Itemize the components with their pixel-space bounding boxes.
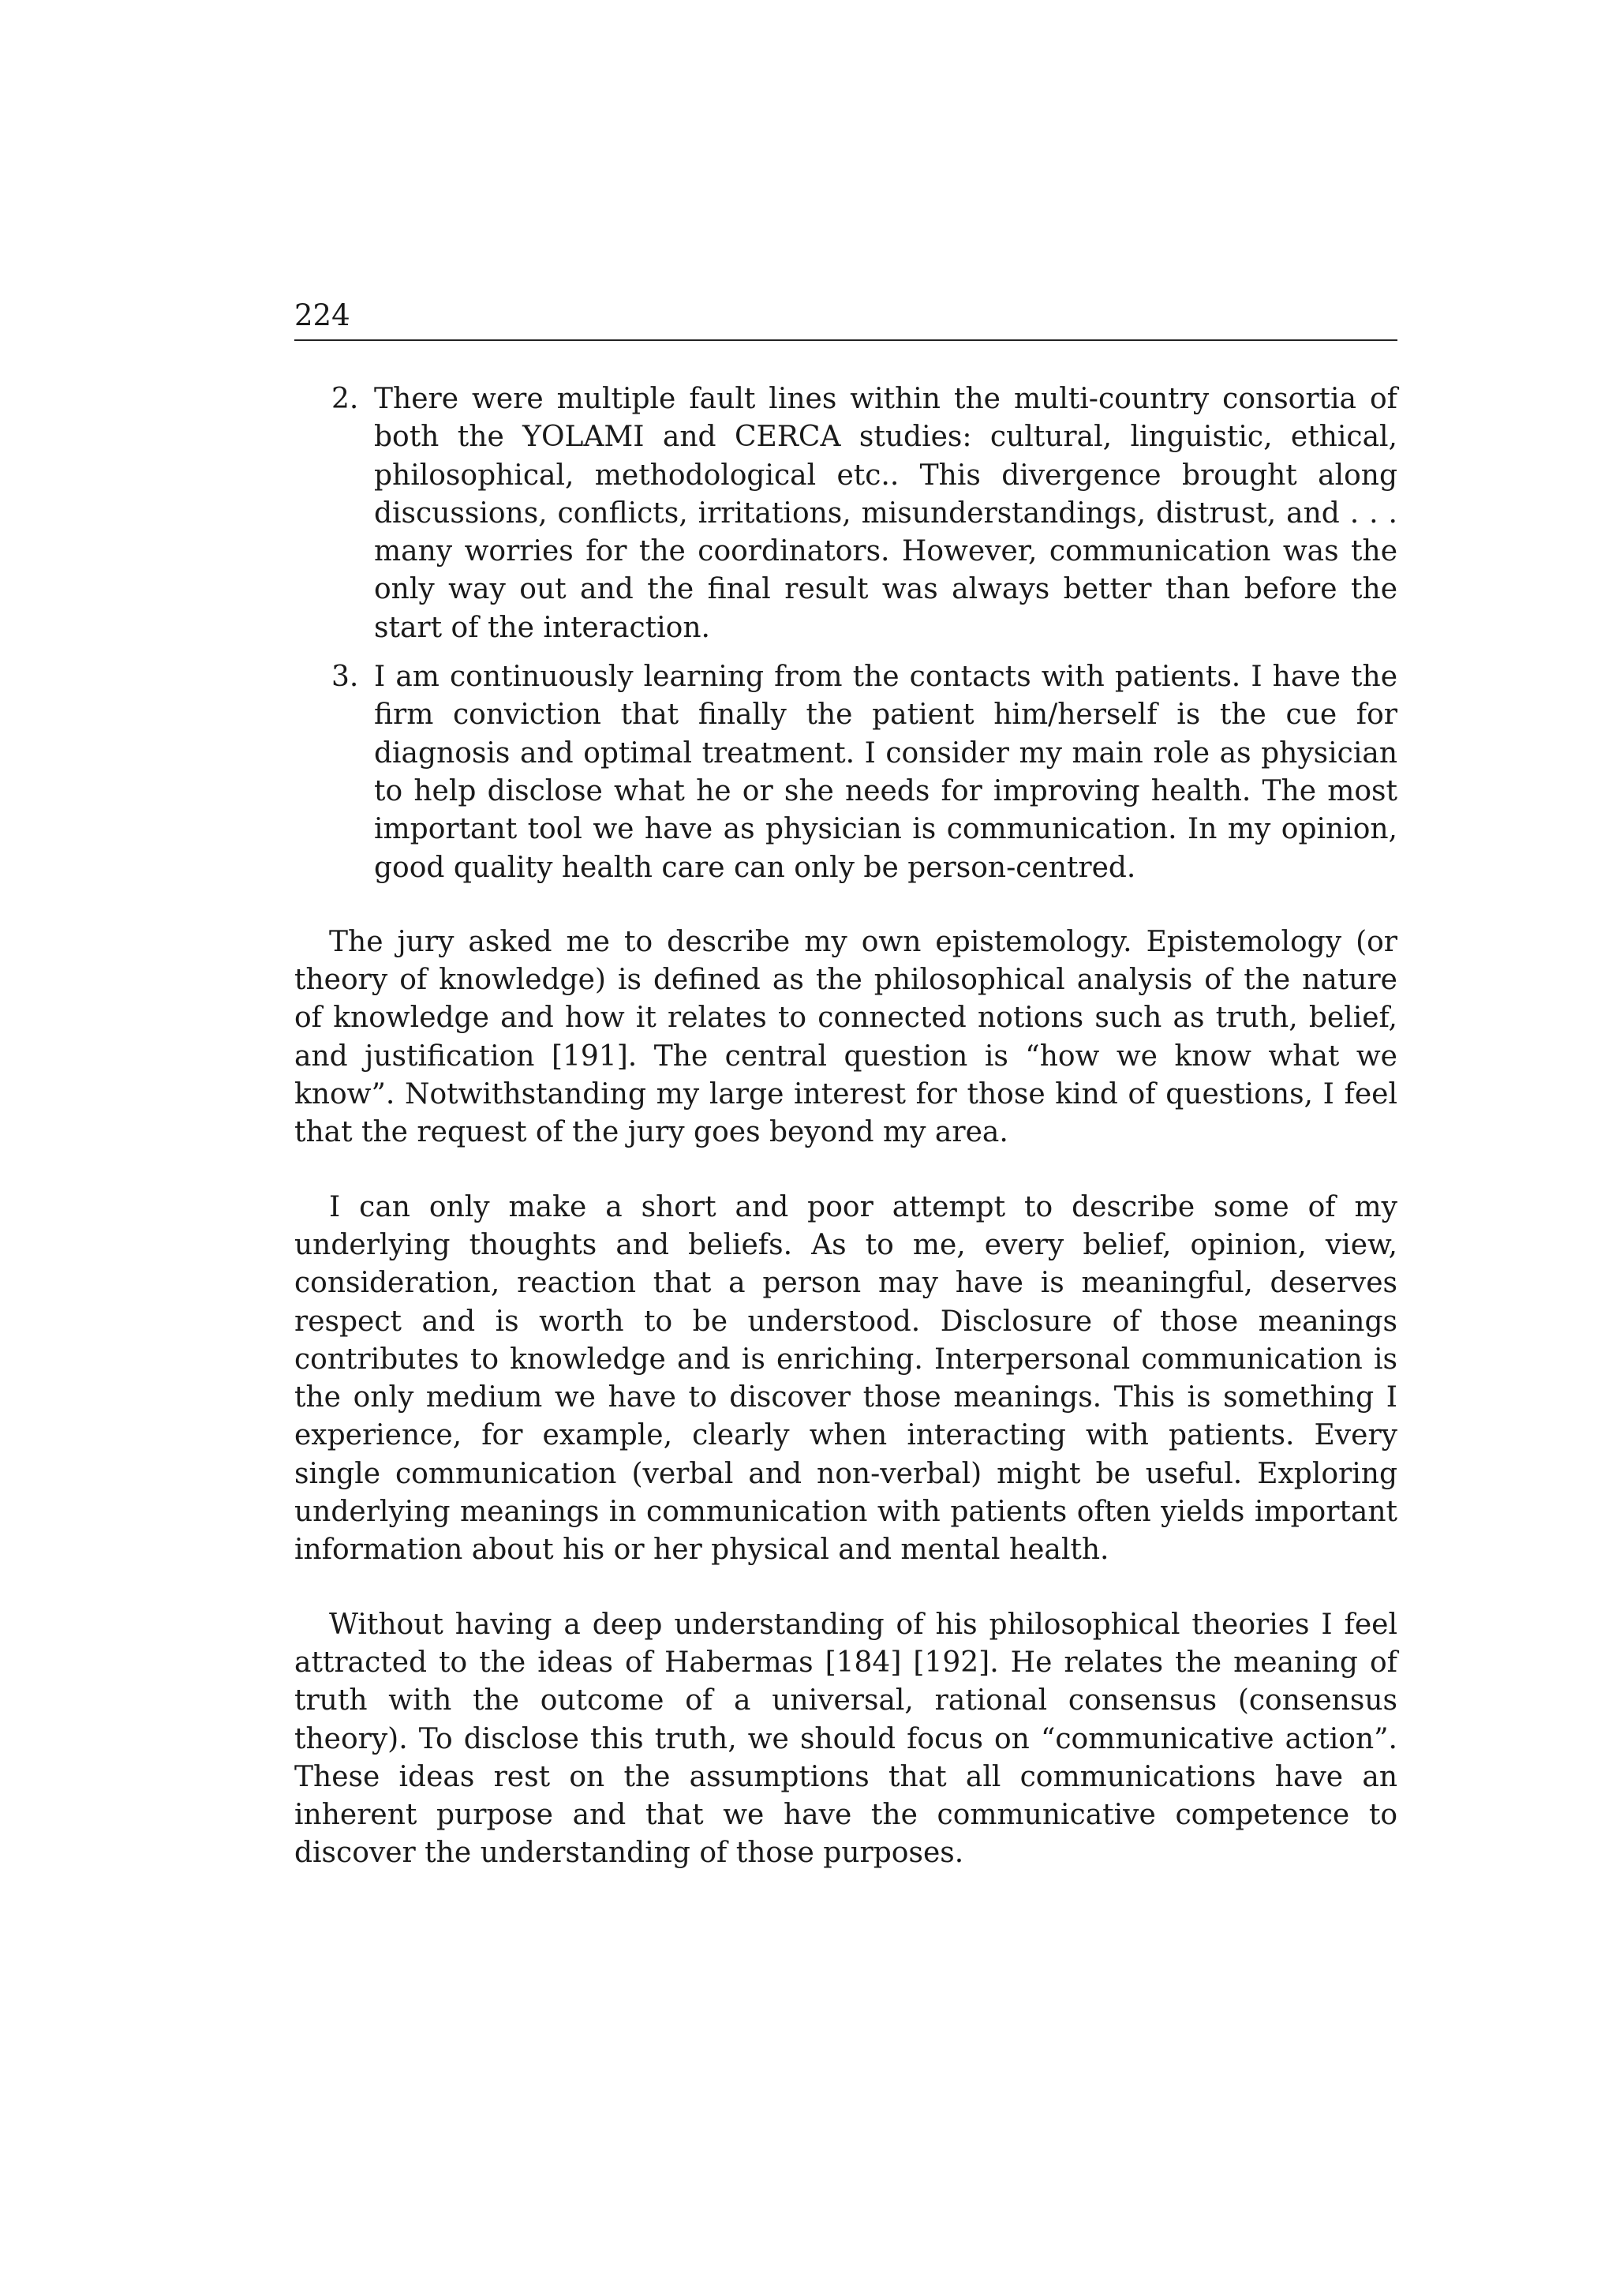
paragraph-underlying-thoughts: I can only make a short and poor attempt to describe some of my underlying thoughts and beliefs. As to me, every belief, opinion, view, consideration, reaction that a person may have is meaningful, deserves respect and is worth to be understood. Disclosure of those meanings contributes to knowledge and is enriching. Interpersonal communication is the only medium we have to discover those meanings. This is something I experience, for example, clearly when interacting with patients. Every single communication (verbal and non-verbal) might be useful. Exploring underlying meanings in communication with patients often yields important information about his or her physical and mental health. (294, 1190, 1397, 1567)
list-item-number: 2. (331, 383, 359, 415)
body-text (294, 380, 1397, 1873)
paragraph-habermas: Without having a deep understanding of his philosophical theories I feel attracted to the ideas of Habermas [184] [192]. He relates the meaning of truth with the outcome of a universal, rational consensus (consensus theory). To disclose this truth, we should focus on “communicative action”. These ideas rest on the assumptions that all communications have an inherent purpose and that we have the communicative competence to discover the understanding of those purposes. (294, 1608, 1397, 1870)
page (294, 296, 1397, 1873)
list-item (331, 380, 1397, 647)
page-number: 224 (294, 298, 350, 332)
list-item-text: There were multiple fault lines within the multi-country consortia of both the YOLAMI and CERCA studies: cultural, linguistic, ethical, philosophical, methodological etc.. This divergence brought along discussions, conflicts, irritations, misunderstandings, distrust, and . . . many worries for the coordinators. However, communication was the only way out and the final result was always better than before the start of the interaction. (374, 383, 1397, 644)
running-header (294, 296, 1397, 341)
list-item-number: 3. (331, 661, 359, 694)
list-item-text: I am continuously learning from the contacts with patients. I have the firm conviction that finally the patient him/herself is the cue for diagnosis and optimal treatment. I consider my main role as physician to help disclose what he or she needs for improving health. The most important tool we have as physician is communication. In my opinion, good quality health care can only be person-centred. (374, 661, 1397, 884)
paragraph-epistemology: The jury asked me to describe my own epistemology. Epistemology (or theory of knowledge) is defined as the philosophical analysis of the nature of knowledge and how it relates to connected notions such as truth, belief, and justification [191]. The central question is “how we know what we know”. Notwithstanding my large interest for those kind of questions, I feel that the request of the jury goes beyond my area. (294, 925, 1397, 1149)
list-item (331, 658, 1397, 887)
numbered-list (294, 380, 1397, 887)
